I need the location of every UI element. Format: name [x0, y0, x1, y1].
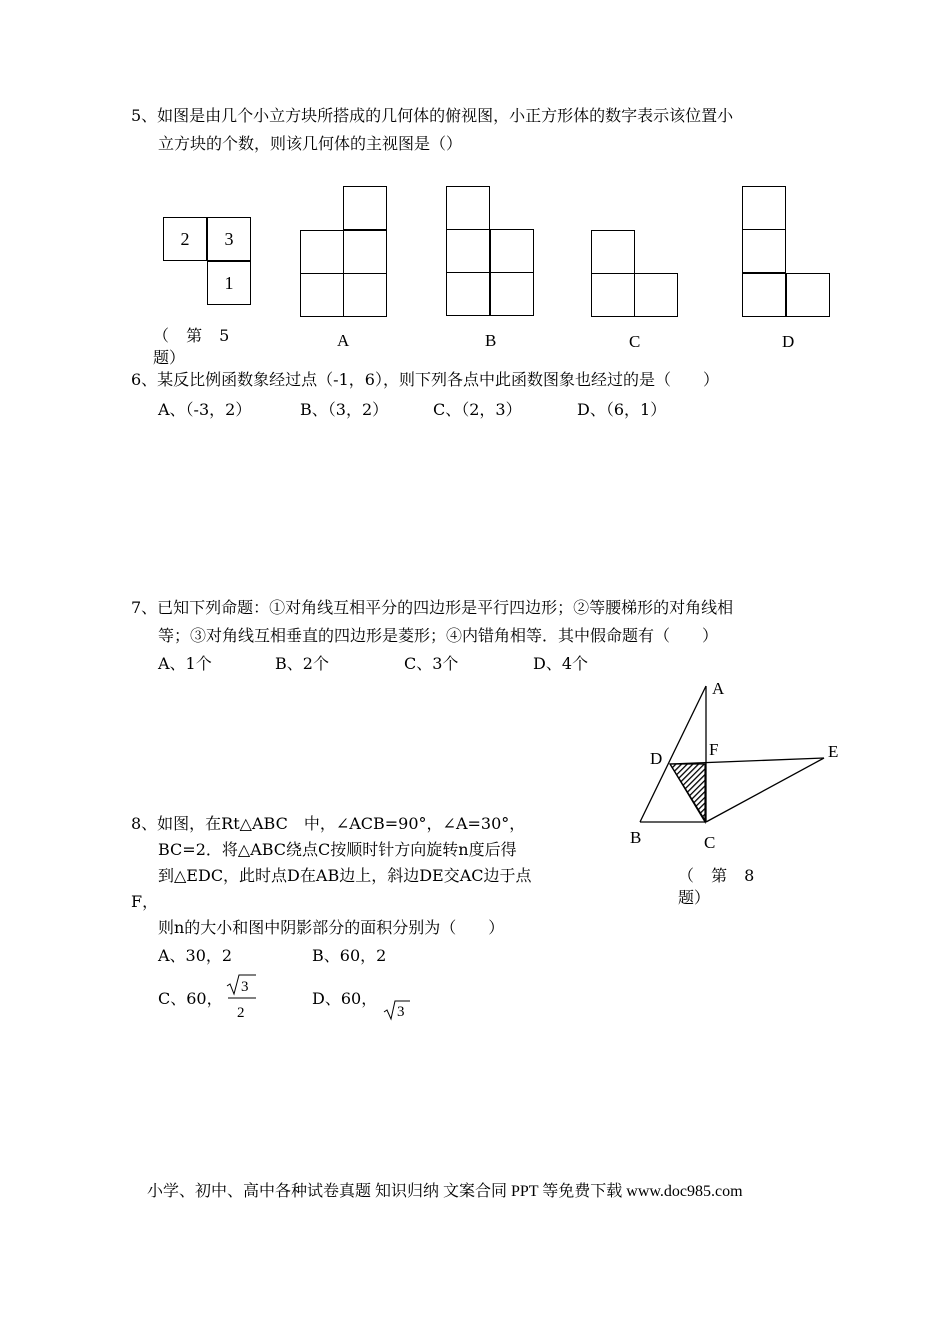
q8-stem-line4: F，: [131, 892, 159, 911]
point-label-d: D: [650, 749, 663, 768]
q8-caption-line1: （ 第 8: [678, 866, 761, 885]
segment-de: [670, 758, 824, 764]
q5-caption-line2: 题）: [153, 348, 186, 367]
sqrt-radicand: 3: [397, 1004, 405, 1020]
q8-option-a: A、30，2: [158, 946, 233, 965]
page-footer: 小学、初中、高中各种试卷真题 知识归纳 文案合同 PPT 等免费下载 www.doc985.com: [147, 1183, 743, 1200]
q8-geometry-figure: [620, 672, 850, 862]
q7-option-c: C、3个: [404, 654, 459, 673]
q6-stem: 6、某反比例函数象经过点（-1，6），则下列各点中此函数图象也经过的是（ ）: [131, 370, 719, 389]
q5-caption-line1: （ 第 5: [153, 326, 236, 345]
top-view-cell: 3: [207, 217, 251, 261]
q8-option-c-fraction: [224, 972, 260, 1024]
top-view-cell: 2: [163, 217, 207, 261]
q5-stem-line2: 立方块的个数，则该几何体的主视图是（）: [158, 134, 463, 153]
point-label-b: B: [630, 828, 642, 847]
q7-option-b: B、2个: [275, 654, 329, 673]
point-label-e: E: [828, 742, 839, 761]
point-label-a: A: [712, 679, 725, 698]
q8-stem-line1: 8、如图，在Rt△ABC 中，∠ACB=90°，∠A=30°，: [131, 814, 526, 833]
q8-stem-line2: BC=2．将△ABC绕点C按顺时针方向旋转n度后得: [158, 840, 517, 859]
q5-option-b-label: B: [485, 331, 497, 350]
q7-option-d: D、4个: [533, 654, 589, 673]
q6-option-c: C、（2，3）: [433, 400, 522, 419]
q7-option-a: A、1个: [158, 654, 212, 673]
q6-option-d: D、（6，1）: [577, 400, 667, 419]
q5-stem-line1: 5、如图是由几个小立方块所搭成的几何体的俯视图，小正方形体的数字表示该位置小: [131, 106, 734, 125]
q8-option-b: B、60，2: [312, 946, 387, 965]
segment-ec: [706, 758, 824, 822]
q7-stem-line1: 7、已知下列命题：①对角线互相平分的四边形是平行四边形；②等腰梯形的对角线相: [131, 598, 734, 617]
q5-option-c-label: C: [629, 332, 641, 351]
q5-option-d-label: D: [782, 332, 795, 351]
q8-caption-line2: 题）: [678, 888, 711, 907]
q8-stem-line3: 到△EDC，此时点D在AB边上，斜边DE交AC边于点: [158, 866, 532, 885]
q6-option-a: A、（-3，2）: [158, 400, 252, 419]
q6-option-b: B、（3，2）: [300, 400, 389, 419]
top-view-cell: 1: [207, 261, 251, 305]
fraction-denominator: 2: [237, 1005, 245, 1021]
q8-stem-line5: 则n的大小和图中阴影部分的面积分别为（ ）: [158, 918, 505, 937]
sqrt-radicand: 3: [241, 979, 249, 995]
q8-option-d-sqrt: [382, 998, 412, 1022]
q5-option-a-label: A: [337, 331, 350, 350]
q8-option-d: D、60，: [312, 989, 378, 1008]
point-label-f: F: [709, 740, 719, 759]
point-label-c: C: [704, 833, 716, 852]
q8-option-c: C、60，: [158, 989, 223, 1008]
q7-stem-line2: 等；③对角线互相垂直的四边形是菱形；④内错角相等．其中假命题有（ ）: [158, 626, 719, 645]
